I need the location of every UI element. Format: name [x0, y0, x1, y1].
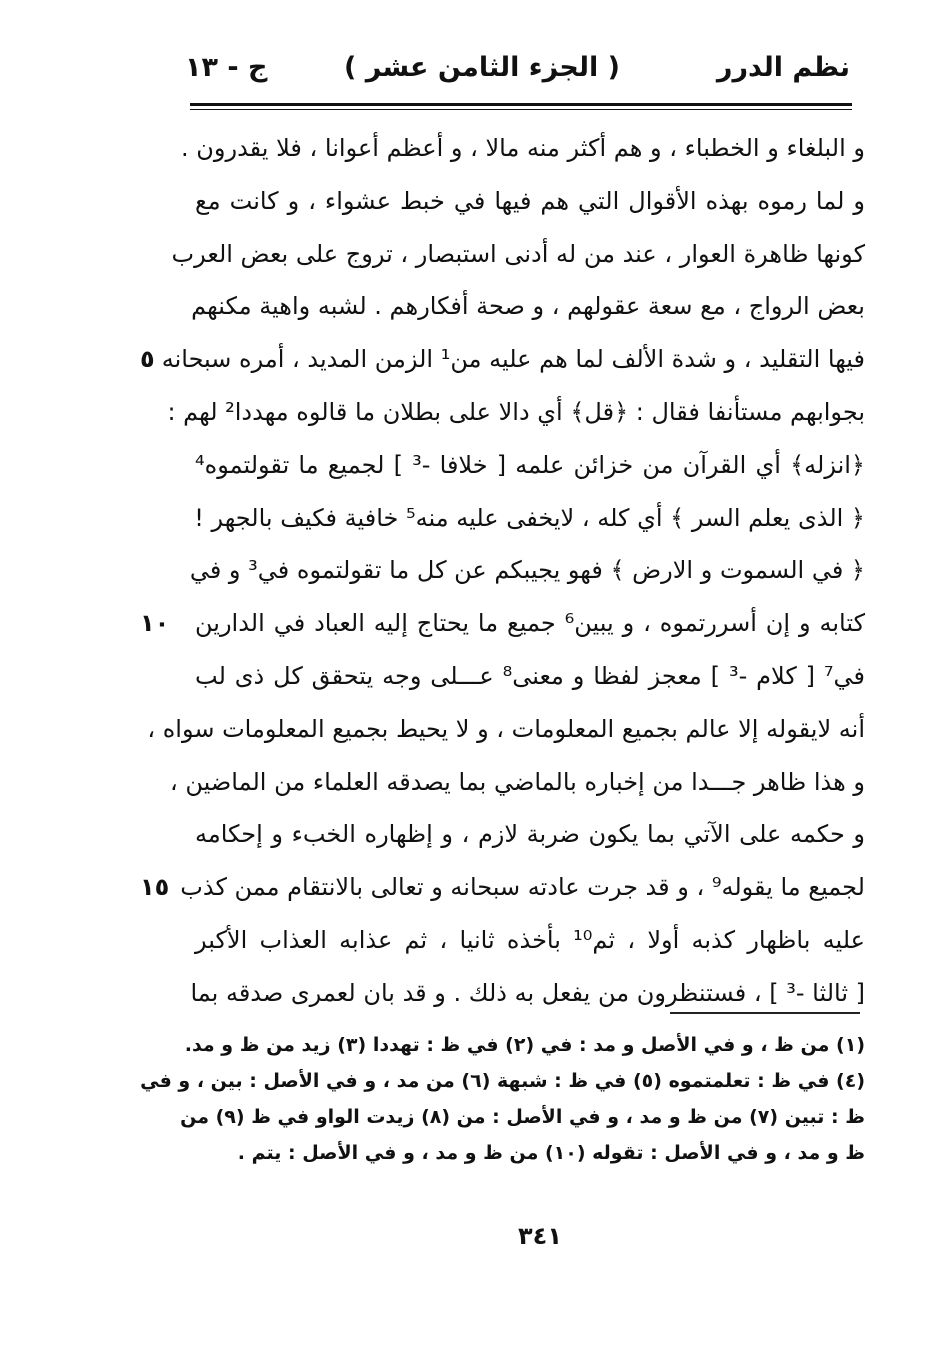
text-line: [ ثالثا -³ ] ، فستنظرون من يفعل به ذلك . و قد بان لعمرى صدقه بما	[190, 978, 865, 1007]
part-title: ( الجزء الثامن عشر )	[343, 52, 620, 83]
line-number: ١٠	[140, 609, 170, 638]
header-rule	[190, 103, 852, 106]
volume-label: ج - ١٣	[185, 52, 268, 83]
text-line: في⁷ [ كلام -³ ] معجز لفظا و معنى⁸ عـــلى وجه يتحقق كل ذى لب	[195, 661, 866, 690]
main-text	[140, 122, 865, 1020]
text-line: ﴿ في السموت و الارض ﴾ فهو يجيبكم عن كل ما تقولتموه في³ و في	[189, 556, 865, 585]
text-line: عليه باظهار كذبه أولا ، ثم¹⁰ بأخذه ثانيا ، ثم عذابه العذاب الأكبر	[195, 925, 865, 954]
footnote-line: (٤) في ظ : تعلمتموه (٥) في ظ : شبهة (٦) من مد ، و في الأصل : بين ، و في	[140, 1070, 865, 1092]
text-line: و هذا ظاهر جـــدا من إخباره بالماضي بما يصدقه العلماء من الماضين ،	[170, 767, 865, 796]
footnotes	[140, 1027, 865, 1171]
book-title: نظم الدرر	[716, 52, 850, 83]
text-line: ﴿ الذى يعلم السر ﴾ أي كله ، لايخفى عليه منه⁵ خافية فكيف بالجهر !	[194, 503, 865, 532]
text-line: و لما رموه بهذه الأقوال التي هم فيها في خبط عشواء ، و كانت مع	[195, 186, 865, 215]
line-number: ١٥	[140, 873, 170, 902]
text-line: ﴿انزله﴾ أي القرآن من خزائن علمه [ خلافا -³ ] لجميع ما تقولتموه⁴	[195, 450, 865, 479]
text-line: و حكمه على الآتي بما يكون ضربة لازم ، و إظهاره الخبء و إحكامه	[195, 820, 865, 849]
footnote-line: ظ و مد ، و في الأصل : تقوله (١٠) من ظ و مد ، و في الأصل : يتم .	[237, 1142, 865, 1164]
text-line: بجوابهم مستأنفا فقال : ﴿قل﴾ أي دالا على بطلان ما قالوه مهددا² لهم :	[167, 397, 865, 426]
footnote-rule	[670, 1012, 860, 1014]
running-header	[160, 52, 850, 102]
text-line: كونها ظاهرة العوار ، عند من له أدنى استبصار ، تروج على بعض العرب	[171, 239, 865, 268]
footnote-line: (١) من ظ ، و في الأصل و مد : في (٢) في ظ : تهددا (٣) زيد من ظ و مد.	[184, 1034, 865, 1056]
header-rule-thin	[190, 109, 852, 110]
text-line: كتابه و إن أسررتموه ، و يبين⁶ جميع ما يحتاج إليه العباد في الدارين ١٠	[140, 597, 865, 650]
text-line: فيها التقليد ، و شدة الألف لما هم عليه من¹ الزمن المديد ، أمره سبحانه ٥	[140, 333, 865, 386]
footnote-line: ظ : تبين (٧) من ظ و مد ، و في الأصل : من (٨) زيدت الواو في ظ (٩) من	[180, 1106, 865, 1128]
page-number: ٣٤١	[518, 1222, 562, 1250]
text-line: و البلغاء و الخطباء ، و هم أكثر منه مالا ، و أعظم أعوانا ، فلا يقدرون .	[181, 134, 865, 162]
text-line: أنه لايقوله إلا عالم بجميع المعلومات ، و لا يحيط بجميع المعلومات سواه ،	[147, 714, 865, 743]
text-line: لجميع ما يقوله⁹ ، و قد جرت عادته سبحانه و تعالى بالانتقام ممن كذب ١٥	[140, 861, 865, 914]
line-number: ٥	[140, 345, 155, 374]
text-line: بعض الرواج ، مع سعة عقولهم ، و صحة أفكارهم . لشبه واهية مكنهم	[191, 292, 865, 321]
